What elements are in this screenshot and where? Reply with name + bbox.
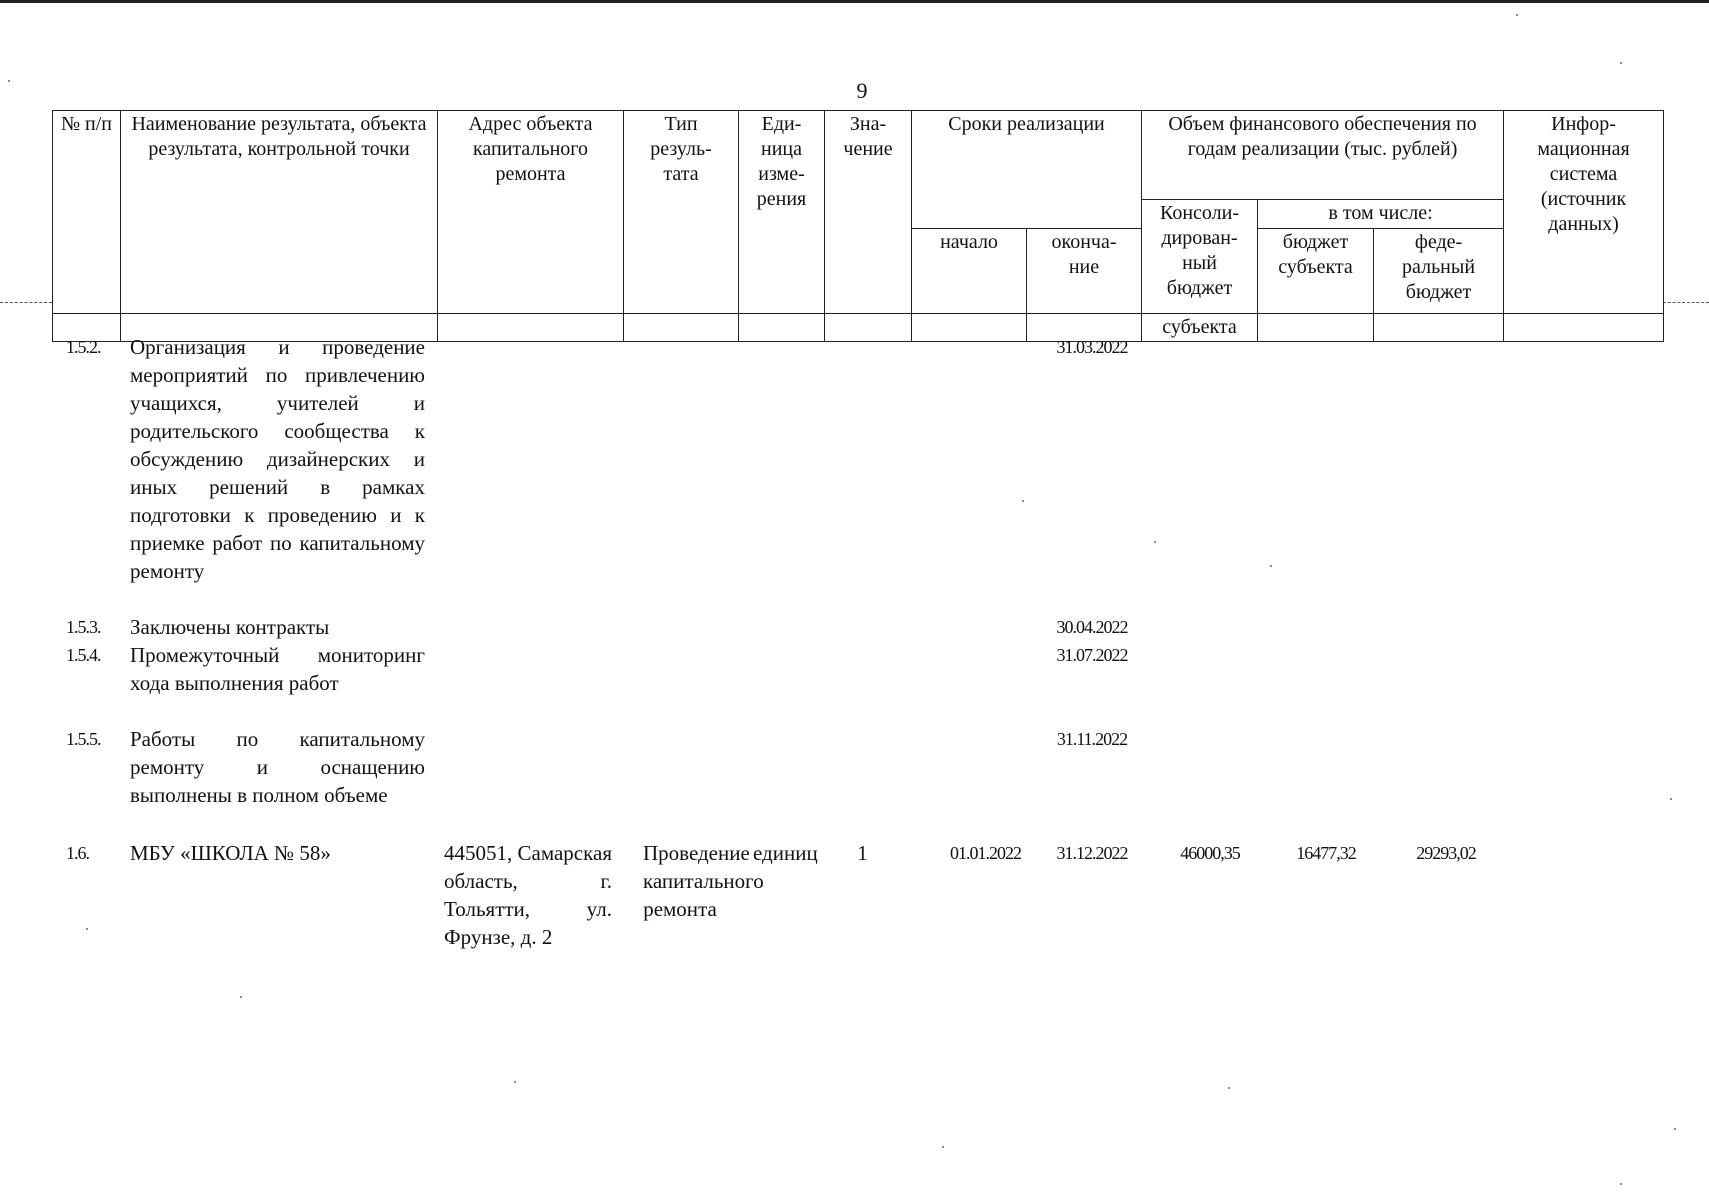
scan-speck	[1670, 798, 1672, 800]
header-consolidated-cont: субъекта	[1142, 314, 1258, 342]
header-info-system: Инфор-мационная система (источник данных)	[1504, 111, 1664, 314]
row-number: 1.5.5.	[66, 729, 101, 749]
row-name: Организация и проведение мероприятий по привлечению учащихся, учителей и родительского сообщества к обсуждению дизайнерских и иных решений в рамках подготовки к проведению и к приемке работ по капитальному ремонту	[130, 335, 425, 583]
header-value: Зна-чение	[825, 111, 912, 314]
scan-speck	[1022, 500, 1024, 502]
row-number: 1.6.	[66, 843, 89, 863]
row-end-date: 31.12.2022	[1056, 843, 1128, 863]
table-row	[52, 725, 1663, 837]
table-row	[52, 839, 1663, 989]
scan-speck	[86, 928, 88, 930]
dashed-rule-left	[0, 302, 52, 303]
table-row	[52, 641, 1663, 725]
row-name: Работы по капитальному ремонту и оснащению выполнены в полном объеме	[130, 727, 425, 807]
page-number: 9	[856, 78, 868, 103]
scan-speck	[942, 1146, 944, 1148]
row-unit: единиц	[753, 841, 818, 865]
scan-speck	[8, 80, 10, 82]
scan-speck	[1228, 1087, 1230, 1089]
row-subject-budget-amount: 16477,32	[1296, 843, 1356, 863]
header-consolidated: Консоли-дирован-ный бюджет	[1142, 200, 1258, 314]
header-address: Адрес объекта капитального ремонта	[438, 111, 624, 314]
row-end-date: 31.11.2022	[1056, 729, 1128, 749]
scan-speck	[240, 996, 242, 998]
row-end-date: 31.03.2022	[1056, 337, 1128, 357]
row-federal-budget-amount: 29293,02	[1416, 843, 1476, 863]
scan-speck	[1154, 541, 1156, 543]
row-number: 1.5.4.	[66, 645, 101, 665]
header-terms: Сроки реализации	[912, 111, 1142, 229]
scan-speck	[1270, 565, 1272, 567]
header-finance: Объем финансового обеспечения по годам реализации (тыс. рублей)	[1142, 111, 1504, 200]
scan-speck	[514, 1081, 516, 1083]
page-top-edge	[0, 0, 1709, 3]
dashed-rule-right	[1663, 302, 1709, 303]
scan-speck	[1674, 1128, 1676, 1130]
table-row	[52, 333, 1663, 613]
scan-speck	[1620, 62, 1622, 64]
row-number: 1.5.2.	[66, 337, 101, 357]
row-name: Промежуточный мониторинг хода выполнения работ	[130, 643, 425, 695]
table-header	[52, 110, 1664, 342]
row-end-date: 30.04.2022	[1056, 617, 1128, 637]
row-address: 445051, Самарская область, г. Тольятти, ул. Фрунзе, д. 2	[444, 841, 612, 949]
row-number: 1.5.3.	[66, 617, 101, 637]
table-row	[52, 613, 1663, 641]
header-terms-end: оконча-ние	[1027, 229, 1142, 314]
header-num: № п/п	[53, 111, 121, 314]
scan-speck	[1620, 1183, 1622, 1185]
scan-speck	[1516, 14, 1518, 16]
header-federal-budget: феде-ральный бюджет	[1374, 229, 1504, 314]
row-type: Проведение капитального ремонта	[643, 841, 764, 921]
header-type: Тип резуль-тата	[624, 111, 739, 314]
header-unit: Еди-ница изме-рения	[739, 111, 825, 314]
row-value: 1	[857, 841, 868, 865]
row-end-date: 31.07.2022	[1056, 645, 1128, 665]
row-consolidated-amount: 46000,35	[1180, 843, 1240, 863]
header-name: Наименование результата, объекта результата, контрольной точки	[121, 111, 438, 314]
header-including: в том числе:	[1258, 200, 1504, 229]
header-subject-budget: бюджет субъекта	[1258, 229, 1374, 314]
row-start-date: 01.01.2022	[950, 843, 1021, 863]
row-name: МБУ «ШКОЛА № 58»	[130, 841, 331, 865]
header-terms-start: начало	[912, 229, 1027, 314]
row-name: Заключены контракты	[130, 615, 330, 639]
